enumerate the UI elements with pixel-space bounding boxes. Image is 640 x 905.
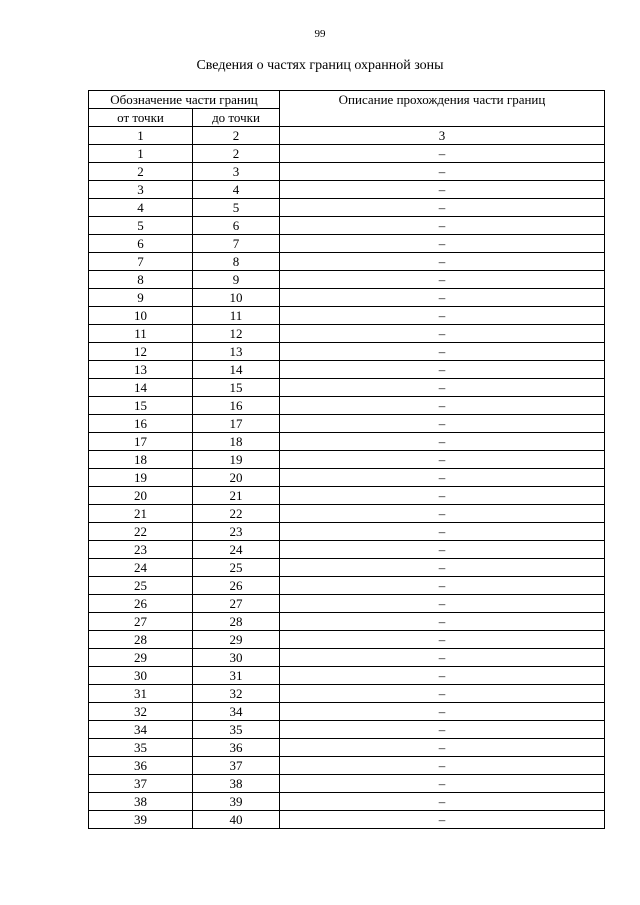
table-row <box>89 379 605 397</box>
column-number: 3 <box>280 127 605 145</box>
cell-from-point: 7 <box>89 253 193 271</box>
cell-to-point: 34 <box>193 703 280 721</box>
cell-description: – <box>280 649 605 667</box>
table-row <box>89 397 605 415</box>
cell-from-point: 9 <box>89 289 193 307</box>
cell-to-point: 26 <box>193 577 280 595</box>
cell-from-point: 32 <box>89 703 193 721</box>
cell-description: – <box>280 811 605 829</box>
cell-from-point: 35 <box>89 739 193 757</box>
cell-from-point: 2 <box>89 163 193 181</box>
cell-to-point: 25 <box>193 559 280 577</box>
cell-from-point: 15 <box>89 397 193 415</box>
cell-description: – <box>280 415 605 433</box>
cell-description: – <box>280 541 605 559</box>
cell-description: – <box>280 217 605 235</box>
cell-from-point: 34 <box>89 721 193 739</box>
cell-from-point: 20 <box>89 487 193 505</box>
cell-to-point: 13 <box>193 343 280 361</box>
cell-from-point: 14 <box>89 379 193 397</box>
cell-to-point: 15 <box>193 379 280 397</box>
cell-to-point: 16 <box>193 397 280 415</box>
boundary-table <box>88 90 605 829</box>
cell-to-point: 37 <box>193 757 280 775</box>
cell-description: – <box>280 703 605 721</box>
cell-to-point: 18 <box>193 433 280 451</box>
cell-to-point: 11 <box>193 307 280 325</box>
cell-to-point: 31 <box>193 667 280 685</box>
cell-description: – <box>280 343 605 361</box>
table-row <box>89 199 605 217</box>
cell-description: – <box>280 451 605 469</box>
cell-description: – <box>280 793 605 811</box>
cell-description: – <box>280 487 605 505</box>
cell-description: – <box>280 145 605 163</box>
cell-from-point: 26 <box>89 595 193 613</box>
cell-to-point: 39 <box>193 793 280 811</box>
cell-description: – <box>280 523 605 541</box>
cell-to-point: 22 <box>193 505 280 523</box>
table-row <box>89 685 605 703</box>
cell-description: – <box>280 181 605 199</box>
header-boundary-part: Обозначение части границ <box>89 91 280 109</box>
cell-description: – <box>280 739 605 757</box>
cell-from-point: 24 <box>89 559 193 577</box>
document-title: Сведения о частях границ охранной зоны <box>196 58 444 73</box>
cell-from-point: 6 <box>89 235 193 253</box>
table-row <box>89 325 605 343</box>
table-header <box>89 91 605 145</box>
cell-from-point: 21 <box>89 505 193 523</box>
column-numbering-row <box>89 127 605 145</box>
table-row <box>89 253 605 271</box>
cell-from-point: 28 <box>89 631 193 649</box>
table-row <box>89 433 605 451</box>
cell-to-point: 10 <box>193 289 280 307</box>
cell-from-point: 10 <box>89 307 193 325</box>
cell-description: – <box>280 721 605 739</box>
cell-description: – <box>280 595 605 613</box>
cell-description: – <box>280 361 605 379</box>
table-row <box>89 811 605 829</box>
cell-from-point: 38 <box>89 793 193 811</box>
cell-description: – <box>280 271 605 289</box>
page-number: 99 <box>314 28 326 40</box>
cell-from-point: 23 <box>89 541 193 559</box>
cell-to-point: 7 <box>193 235 280 253</box>
cell-from-point: 18 <box>89 451 193 469</box>
cell-from-point: 39 <box>89 811 193 829</box>
cell-description: – <box>280 199 605 217</box>
table-row <box>89 289 605 307</box>
header-to-point: до точки <box>193 109 280 127</box>
column-number: 1 <box>89 127 193 145</box>
cell-from-point: 22 <box>89 523 193 541</box>
cell-description: – <box>280 559 605 577</box>
cell-to-point: 19 <box>193 451 280 469</box>
cell-from-point: 8 <box>89 271 193 289</box>
cell-to-point: 32 <box>193 685 280 703</box>
cell-description: – <box>280 757 605 775</box>
table-row <box>89 271 605 289</box>
table-row <box>89 145 605 163</box>
cell-from-point: 31 <box>89 685 193 703</box>
table-row <box>89 631 605 649</box>
table-row <box>89 415 605 433</box>
cell-description: – <box>280 253 605 271</box>
cell-to-point: 12 <box>193 325 280 343</box>
cell-from-point: 29 <box>89 649 193 667</box>
cell-from-point: 12 <box>89 343 193 361</box>
cell-to-point: 35 <box>193 721 280 739</box>
cell-to-point: 27 <box>193 595 280 613</box>
table-row <box>89 487 605 505</box>
cell-to-point: 40 <box>193 811 280 829</box>
cell-description: – <box>280 307 605 325</box>
cell-description: – <box>280 163 605 181</box>
cell-to-point: 17 <box>193 415 280 433</box>
cell-description: – <box>280 505 605 523</box>
cell-to-point: 21 <box>193 487 280 505</box>
table-row <box>89 667 605 685</box>
cell-description: – <box>280 235 605 253</box>
cell-from-point: 3 <box>89 181 193 199</box>
cell-description: – <box>280 397 605 415</box>
cell-to-point: 29 <box>193 631 280 649</box>
cell-from-point: 1 <box>89 145 193 163</box>
cell-description: – <box>280 613 605 631</box>
table-row <box>89 217 605 235</box>
cell-from-point: 27 <box>89 613 193 631</box>
table-row <box>89 613 605 631</box>
table-row <box>89 775 605 793</box>
table-row <box>89 793 605 811</box>
cell-description: – <box>280 577 605 595</box>
cell-to-point: 3 <box>193 163 280 181</box>
table-row <box>89 469 605 487</box>
cell-to-point: 24 <box>193 541 280 559</box>
cell-description: – <box>280 433 605 451</box>
cell-from-point: 25 <box>89 577 193 595</box>
cell-from-point: 11 <box>89 325 193 343</box>
table-row <box>89 559 605 577</box>
cell-to-point: 36 <box>193 739 280 757</box>
table-row <box>89 541 605 559</box>
cell-description: – <box>280 289 605 307</box>
table-row <box>89 343 605 361</box>
cell-from-point: 16 <box>89 415 193 433</box>
table-row <box>89 181 605 199</box>
cell-description: – <box>280 325 605 343</box>
cell-description: – <box>280 379 605 397</box>
cell-to-point: 23 <box>193 523 280 541</box>
cell-from-point: 36 <box>89 757 193 775</box>
cell-from-point: 4 <box>89 199 193 217</box>
cell-description: – <box>280 667 605 685</box>
cell-description: – <box>280 775 605 793</box>
table-row <box>89 235 605 253</box>
cell-to-point: 28 <box>193 613 280 631</box>
cell-description: – <box>280 685 605 703</box>
cell-to-point: 8 <box>193 253 280 271</box>
cell-to-point: 14 <box>193 361 280 379</box>
table-row <box>89 739 605 757</box>
column-number: 2 <box>193 127 280 145</box>
cell-from-point: 13 <box>89 361 193 379</box>
cell-to-point: 6 <box>193 217 280 235</box>
cell-from-point: 30 <box>89 667 193 685</box>
table-row <box>89 721 605 739</box>
cell-from-point: 5 <box>89 217 193 235</box>
table-row <box>89 595 605 613</box>
table-row <box>89 505 605 523</box>
table-row <box>89 703 605 721</box>
cell-to-point: 20 <box>193 469 280 487</box>
cell-description: – <box>280 631 605 649</box>
header-from-point: от точки <box>89 109 193 127</box>
cell-to-point: 4 <box>193 181 280 199</box>
cell-to-point: 2 <box>193 145 280 163</box>
table-row <box>89 523 605 541</box>
cell-description: – <box>280 469 605 487</box>
cell-to-point: 38 <box>193 775 280 793</box>
cell-from-point: 17 <box>89 433 193 451</box>
table-row <box>89 757 605 775</box>
table-row <box>89 307 605 325</box>
table-body <box>89 145 605 829</box>
table-row <box>89 649 605 667</box>
cell-to-point: 5 <box>193 199 280 217</box>
cell-to-point: 30 <box>193 649 280 667</box>
header-description: Описание прохождения части границ <box>280 91 605 127</box>
table-row <box>89 577 605 595</box>
cell-from-point: 37 <box>89 775 193 793</box>
cell-to-point: 9 <box>193 271 280 289</box>
table-row <box>89 361 605 379</box>
cell-from-point: 19 <box>89 469 193 487</box>
table-row <box>89 163 605 181</box>
table-row <box>89 451 605 469</box>
